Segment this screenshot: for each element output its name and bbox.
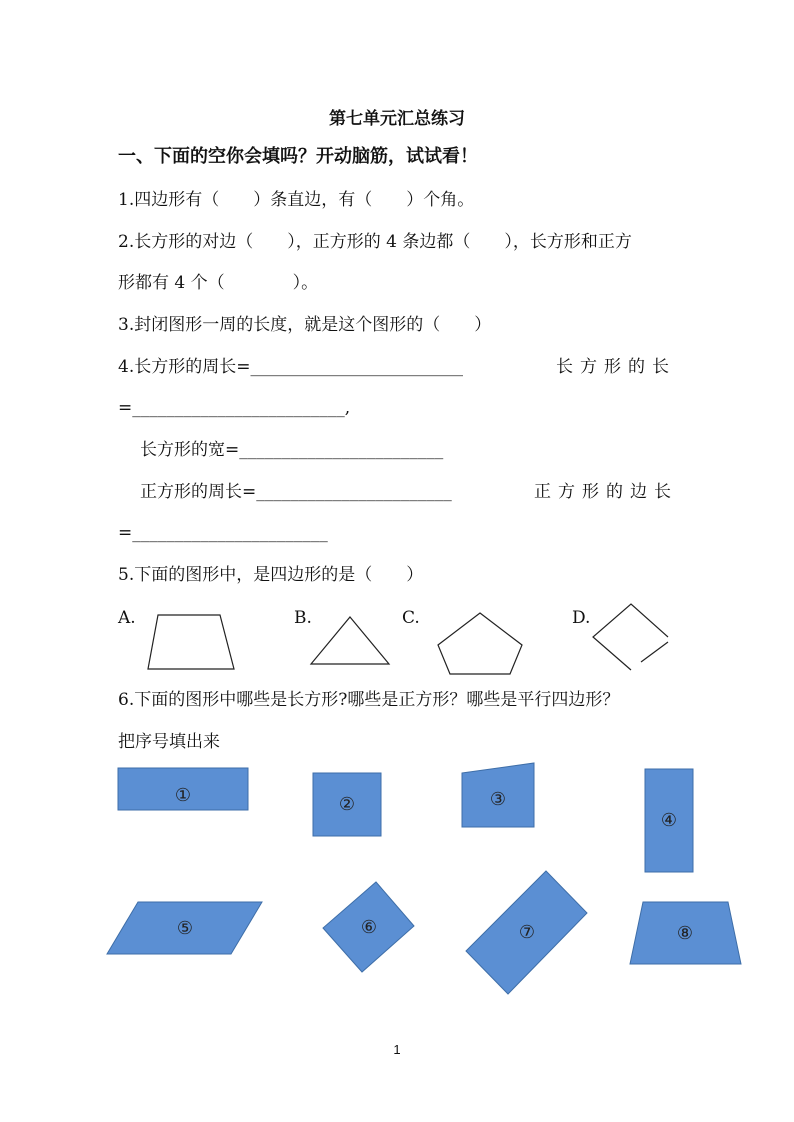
option-c-label: C. — [402, 608, 420, 628]
option-a-trapezoid — [148, 615, 234, 669]
shape-8-label: ⑧ — [676, 923, 694, 944]
question-2-line-2: 形都有 4 个（ ）。 — [118, 273, 319, 293]
option-b-triangle — [311, 617, 389, 664]
shape-5-label: ⑤ — [176, 918, 194, 939]
question-6-line-1: 6.下面的图形中哪些是长方形?哪些是正方形？哪些是平行四边形？ — [118, 690, 620, 710]
question-4-rect-width: 长方形的宽=________________________ — [140, 440, 444, 460]
question-4-rect-length-blank: =_________________________, — [118, 398, 351, 418]
question-5: 5.下面的图形中，是四边形的是（ ） — [118, 565, 424, 585]
option-a-label: A. — [118, 608, 136, 628]
shape-3-label: ③ — [489, 789, 507, 810]
question-4-rect-perimeter: 4.长方形的周长=_________________________ — [118, 357, 463, 377]
shape-7-label: ⑦ — [518, 922, 536, 943]
question-2-line-1: 2.长方形的对边（ ），正方形的 4 条边都（ ），长方形和正方 — [118, 232, 632, 252]
question-4-square-side-blank: =_______________________ — [118, 523, 328, 543]
option-c-pentagon — [438, 613, 522, 674]
shape-1-label: ① — [174, 785, 192, 806]
shape-4-label: ④ — [660, 810, 678, 831]
question-6-line-2: 把序号填出来 — [118, 732, 220, 752]
page-title: 第七单元汇总练习 — [329, 109, 465, 129]
option-d-gap-edge — [641, 642, 668, 662]
section-heading: 一、下面的空你会填吗？开动脑筋，试试看！ — [118, 146, 478, 167]
question-4-rect-length-label: 长方形的长 — [556, 357, 676, 377]
option-b-label: B. — [294, 608, 312, 628]
question-3: 3.封闭图形一周的长度，就是这个图形的（ ） — [118, 315, 492, 335]
page-number: 1 — [393, 1042, 401, 1057]
option-d-open-quadrilateral — [593, 604, 668, 670]
shape-2-label: ② — [338, 794, 356, 815]
option-d-label: D. — [572, 608, 591, 628]
shape-6-label: ⑥ — [360, 917, 378, 938]
question-1: 1.四边形有（ ）条直边，有（ ）个角。 — [118, 190, 475, 210]
question-4-square-side-label: 正方形的边长 — [534, 482, 678, 502]
question-4-square-perimeter: 正方形的周长=_______________________ — [140, 482, 452, 502]
